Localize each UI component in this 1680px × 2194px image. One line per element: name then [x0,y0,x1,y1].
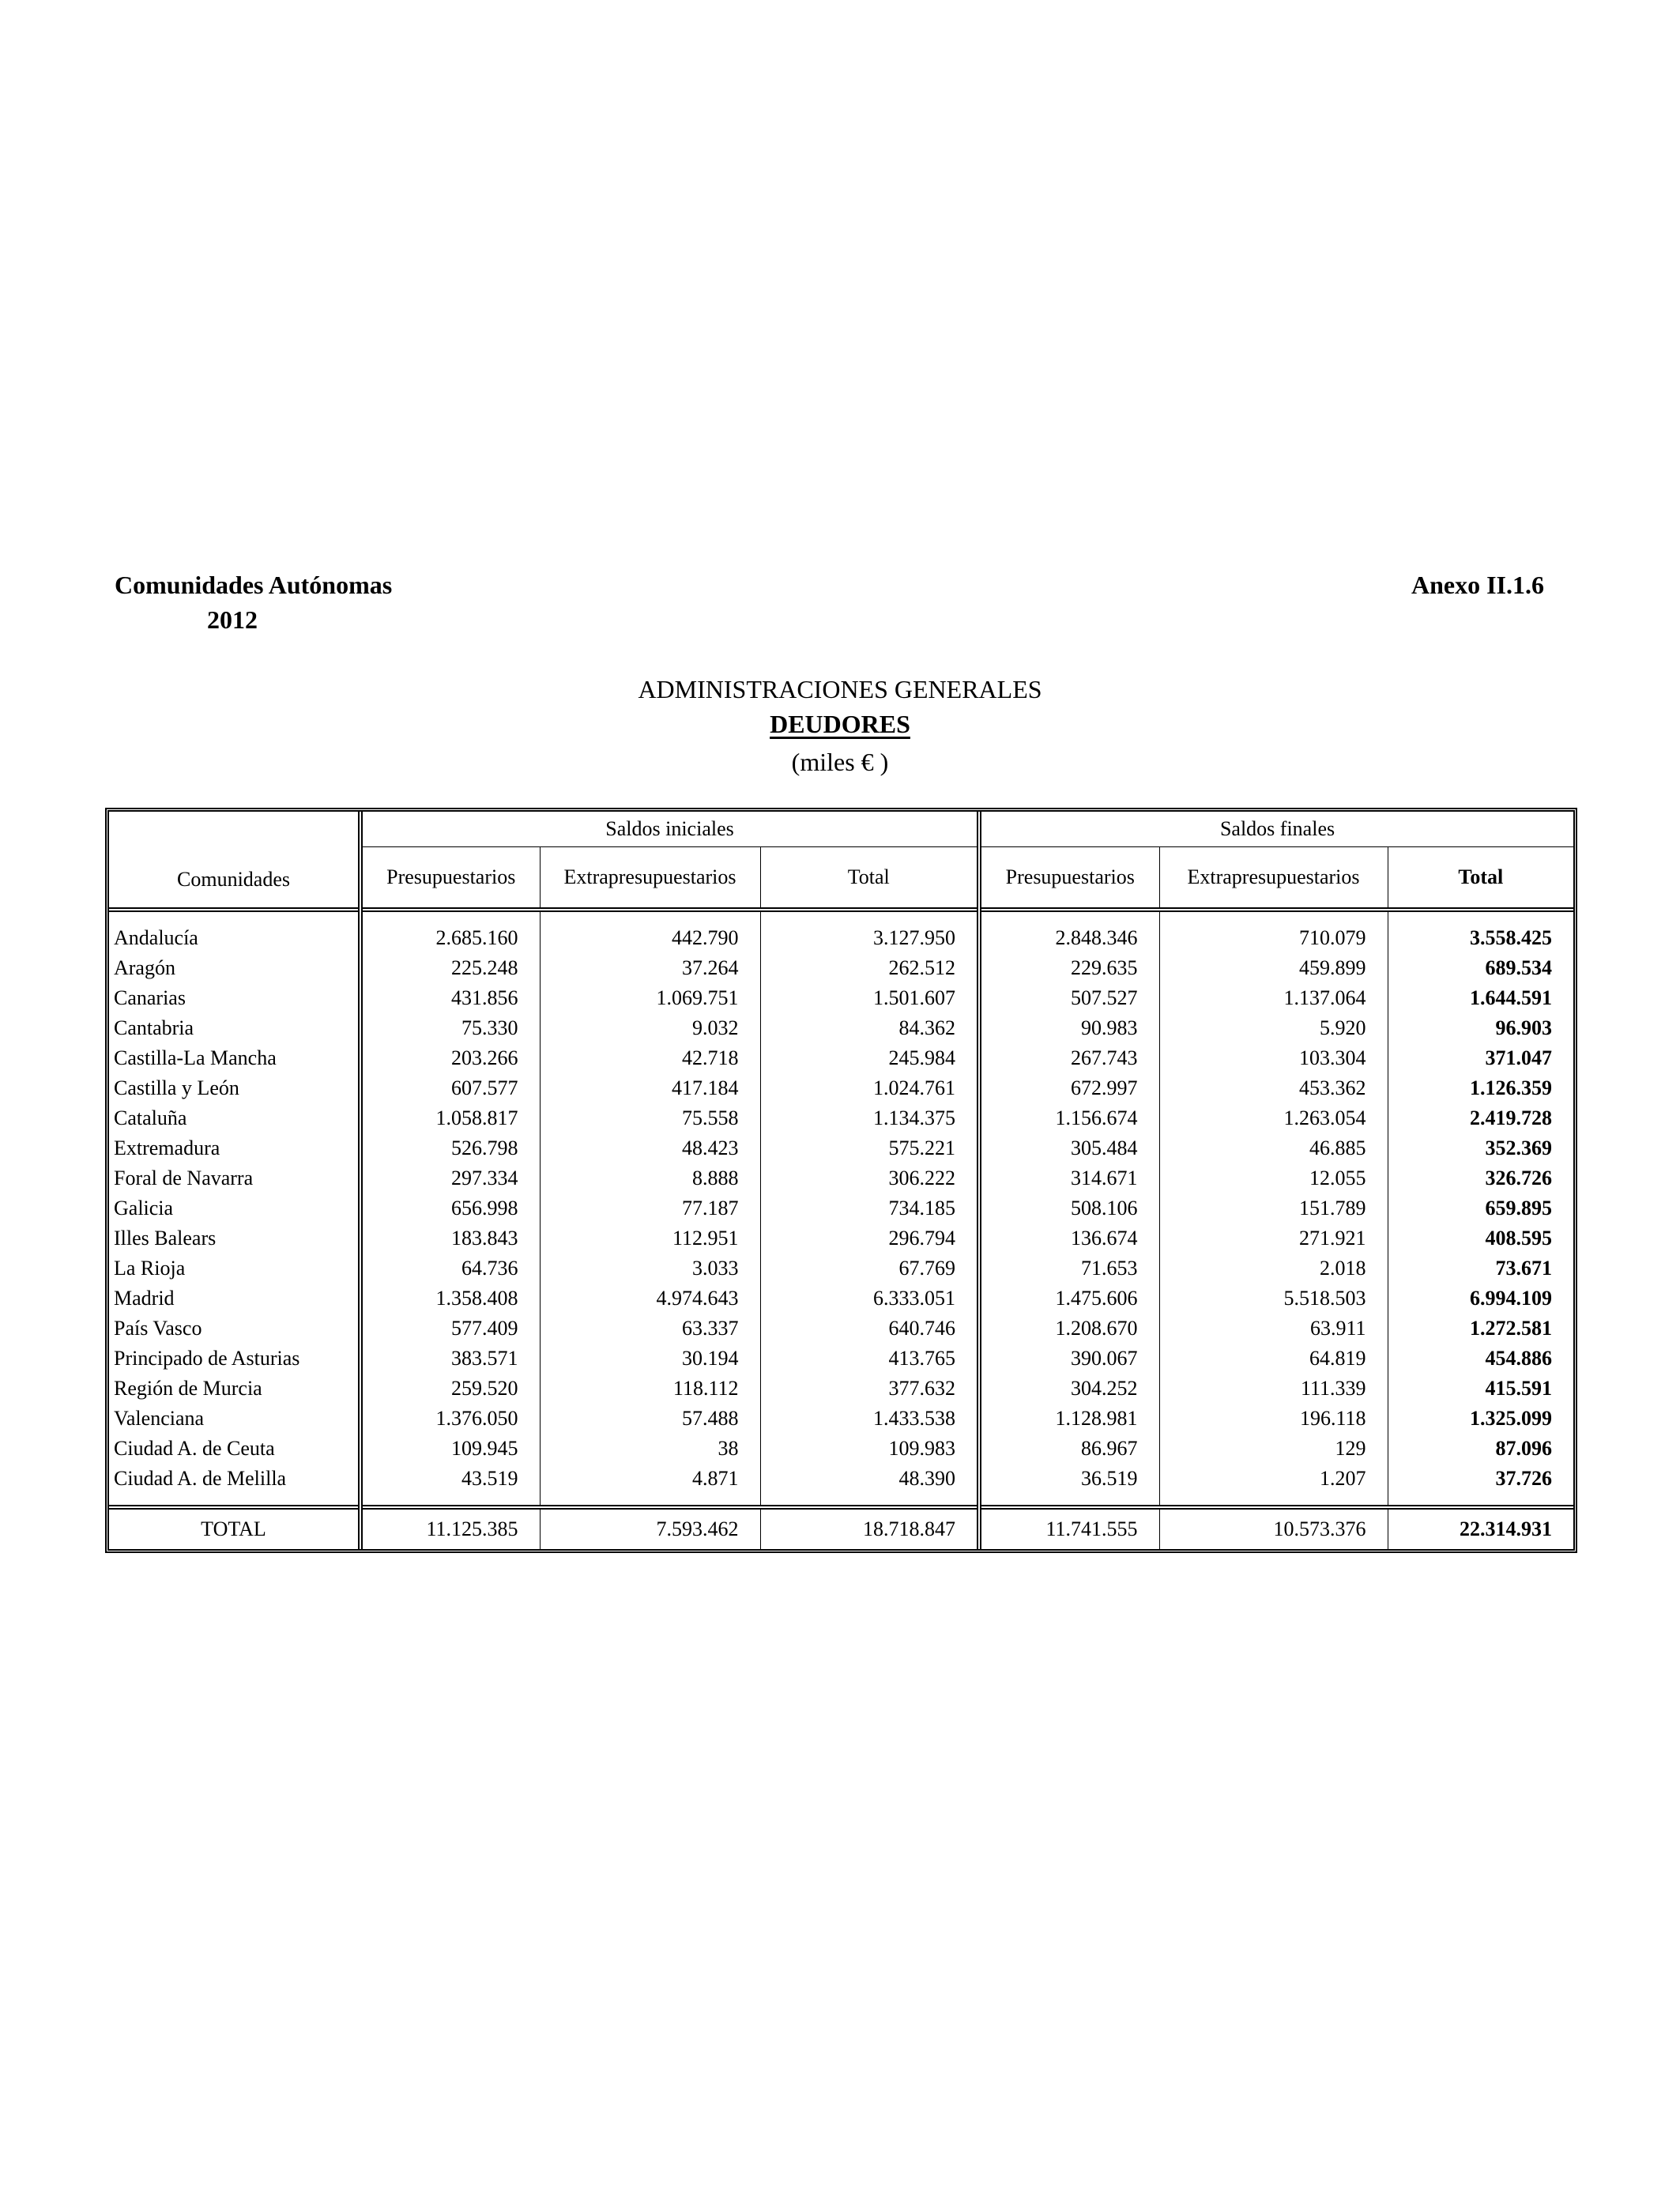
cell-value: 48.390 [760,1464,979,1494]
region-heading: Comunidades Autónomas [115,571,393,599]
row-label: Ciudad A. de Melilla [114,1467,287,1490]
cell-value: 734.185 [760,1193,979,1223]
row-label: La Rioja [114,1257,186,1280]
cell-value: 18.718.847 [760,1507,979,1549]
group-header-saldos-iniciales: Saldos iniciales [360,812,979,847]
cell-value: 9.032 [540,1013,760,1043]
cell-value: 297.334 [360,1163,540,1193]
column-header: Total [1388,847,1573,910]
cell-value: 38 [540,1434,760,1464]
row-label: TOTAL [109,1507,360,1549]
cell-value: 73.671 [1388,1253,1573,1284]
cell-value: 3.033 [540,1253,760,1284]
cell-value: 390.067 [979,1344,1159,1374]
row-label: Principado de Asturias [114,1347,300,1370]
table-row [109,923,1573,953]
cell-value: 377.632 [760,1374,979,1404]
document-subtitle: DEUDORES [770,710,910,738]
document-title: ADMINISTRACIONES GENERALES [638,675,1042,703]
row-label: Foral de Navarra [114,1167,254,1189]
table-row [109,1103,1573,1133]
cell-value: 326.726 [1388,1163,1573,1193]
column-header: Total [760,847,979,910]
cell-value: 43.519 [360,1464,540,1494]
cell-value: 352.369 [1388,1133,1573,1163]
cell-value: 4.871 [540,1464,760,1494]
row-label: Canarias [114,986,186,1009]
row-label: Cataluña [114,1106,187,1129]
table-row [109,953,1573,983]
cell-value: 3.127.950 [760,923,979,953]
cell-value: 1.325.099 [1388,1404,1573,1434]
table-row [109,1073,1573,1103]
row-label: Castilla y León [114,1076,239,1099]
row-label: Madrid [114,1287,175,1310]
cell-value: 4.974.643 [540,1284,760,1314]
cell-value: 1.644.591 [1388,983,1573,1013]
cell-value: 1.137.064 [1159,983,1388,1013]
cell-value: 6.994.109 [1388,1284,1573,1314]
cell-value: 7.593.462 [540,1507,760,1549]
cell-value: 5.518.503 [1159,1284,1388,1314]
cell-value: 75.330 [360,1013,540,1043]
table-row [109,1253,1573,1284]
units-label: (miles € ) [791,748,889,776]
cell-value: 87.096 [1388,1434,1573,1464]
cell-value: 304.252 [979,1374,1159,1404]
cell-value: 37.264 [540,953,760,983]
row-label: Illes Balears [114,1227,217,1250]
cell-value: 672.997 [979,1073,1159,1103]
table-row [109,1193,1573,1223]
table-row [109,1043,1573,1073]
cell-value: 77.187 [540,1193,760,1223]
cell-value: 459.899 [1159,953,1388,983]
cell-value: 1.126.359 [1388,1073,1573,1103]
cell-value: 3.558.425 [1388,923,1573,953]
deudores-table [105,808,1577,1553]
cell-value: 22.314.931 [1388,1507,1573,1549]
cell-value: 431.856 [360,983,540,1013]
cell-value: 75.558 [540,1103,760,1133]
cell-value: 225.248 [360,953,540,983]
total-row [109,1507,1573,1549]
cell-value: 1.263.054 [1159,1103,1388,1133]
group-header-row [109,812,1573,847]
cell-value: 112.951 [540,1223,760,1253]
annex-label: Anexo II.1.6 [1411,571,1544,599]
cell-value: 413.765 [760,1344,979,1374]
cell-value: 136.674 [979,1223,1159,1253]
cell-value: 5.920 [1159,1013,1388,1043]
cell-value: 1.134.375 [760,1103,979,1133]
cell-value: 577.409 [360,1314,540,1344]
cell-value: 1.128.981 [979,1404,1159,1434]
cell-value: 196.118 [1159,1404,1388,1434]
row-label: País Vasco [114,1317,202,1340]
cell-value: 305.484 [979,1133,1159,1163]
row-label: Cantabria [114,1016,194,1039]
cell-value: 71.653 [979,1253,1159,1284]
row-label: Extremadura [114,1137,220,1159]
cell-value: 710.079 [1159,923,1388,953]
cell-value: 2.848.346 [979,923,1159,953]
cell-value: 37.726 [1388,1464,1573,1494]
cell-value: 306.222 [760,1163,979,1193]
cell-value: 262.512 [760,953,979,983]
cell-value: 6.333.051 [760,1284,979,1314]
table-row [109,1163,1573,1193]
cell-value: 57.488 [540,1404,760,1434]
cell-value: 8.888 [540,1163,760,1193]
cell-value: 11.741.555 [979,1507,1159,1549]
cell-value: 36.519 [979,1464,1159,1494]
cell-value: 64.819 [1159,1344,1388,1374]
cell-value: 408.595 [1388,1223,1573,1253]
cell-value: 417.184 [540,1073,760,1103]
table-row [109,1344,1573,1374]
table-row [109,1223,1573,1253]
table-row [109,983,1573,1013]
table-row [109,1434,1573,1464]
table-row [109,1133,1573,1163]
cell-value: 1.058.817 [360,1103,540,1133]
row-label: Aragón [114,956,175,979]
column-header: Extrapresupuestarios [540,847,760,910]
cell-value: 111.339 [1159,1374,1388,1404]
cell-value: 245.984 [760,1043,979,1073]
table-row [109,1013,1573,1043]
cell-value: 640.746 [760,1314,979,1344]
cell-value: 442.790 [540,923,760,953]
cell-value: 2.018 [1159,1253,1388,1284]
cell-value: 1.272.581 [1388,1314,1573,1344]
column-header: Presupuestarios [360,847,540,910]
cell-value: 1.475.606 [979,1284,1159,1314]
cell-value: 11.125.385 [360,1507,540,1549]
cell-value: 46.885 [1159,1133,1388,1163]
cell-value: 109.945 [360,1434,540,1464]
cell-value: 84.362 [760,1013,979,1043]
row-label: Valenciana [114,1407,205,1430]
column-header: Presupuestarios [979,847,1159,910]
document-subtitle-wrap [0,710,1680,739]
table-row [109,1314,1573,1344]
row-label: Castilla-La Mancha [114,1046,277,1069]
row-label: Galicia [114,1197,174,1220]
cell-value: 454.886 [1388,1344,1573,1374]
cell-value: 118.112 [540,1374,760,1404]
cell-value: 1.024.761 [760,1073,979,1103]
column-header: Extrapresupuestarios [1159,847,1388,910]
cell-value: 48.423 [540,1133,760,1163]
cell-value: 1.208.670 [979,1314,1159,1344]
group-header-saldos-finales: Saldos finales [979,812,1573,847]
cell-value: 64.736 [360,1253,540,1284]
cell-value: 508.106 [979,1193,1159,1223]
cell-value: 689.534 [1388,953,1573,983]
row-label: Andalucía [114,926,198,949]
cell-value: 371.047 [1388,1043,1573,1073]
row-label: Región de Murcia [114,1377,262,1400]
cell-value: 12.055 [1159,1163,1388,1193]
table-row [109,1374,1573,1404]
cell-value: 67.769 [760,1253,979,1284]
cell-value: 507.527 [979,983,1159,1013]
cell-value: 63.337 [540,1314,760,1344]
cell-value: 183.843 [360,1223,540,1253]
row-label: Ciudad A. de Ceuta [114,1437,275,1460]
cell-value: 271.921 [1159,1223,1388,1253]
cell-value: 96.903 [1388,1013,1573,1043]
table-row [109,1464,1573,1494]
cell-value: 415.591 [1388,1374,1573,1404]
cell-value: 2.419.728 [1388,1103,1573,1133]
cell-value: 1.433.538 [760,1404,979,1434]
cell-value: 103.304 [1159,1043,1388,1073]
cell-value: 1.358.408 [360,1284,540,1314]
cell-value: 267.743 [979,1043,1159,1073]
cell-value: 1.501.607 [760,983,979,1013]
cell-value: 151.789 [1159,1193,1388,1223]
cell-value: 30.194 [540,1344,760,1374]
cell-value: 90.983 [979,1013,1159,1043]
table-row [109,1404,1573,1434]
cell-value: 10.573.376 [1159,1507,1388,1549]
cell-value: 383.571 [360,1344,540,1374]
cell-value: 1.376.050 [360,1404,540,1434]
cell-value: 63.911 [1159,1314,1388,1344]
cell-value: 109.983 [760,1434,979,1464]
cell-value: 259.520 [360,1374,540,1404]
year-heading: 2012 [207,605,258,634]
cell-value: 1.156.674 [979,1103,1159,1133]
cell-value: 229.635 [979,953,1159,983]
cell-value: 203.266 [360,1043,540,1073]
cell-value: 526.798 [360,1133,540,1163]
cell-value: 314.671 [979,1163,1159,1193]
table-row [109,1284,1573,1314]
spacer-row [109,910,1573,923]
spacer-row [109,1494,1573,1507]
cell-value: 453.362 [1159,1073,1388,1103]
cell-value: 86.967 [979,1434,1159,1464]
cell-value: 2.685.160 [360,923,540,953]
cell-value: 607.577 [360,1073,540,1103]
cell-value: 129 [1159,1434,1388,1464]
cell-value: 1.207 [1159,1464,1388,1494]
cell-value: 42.718 [540,1043,760,1073]
cell-value: 659.895 [1388,1193,1573,1223]
cell-value: 656.998 [360,1193,540,1223]
cell-value: 296.794 [760,1223,979,1253]
cell-value: 575.221 [760,1133,979,1163]
cell-value: 1.069.751 [540,983,760,1013]
row-header: Comunidades [177,868,290,891]
